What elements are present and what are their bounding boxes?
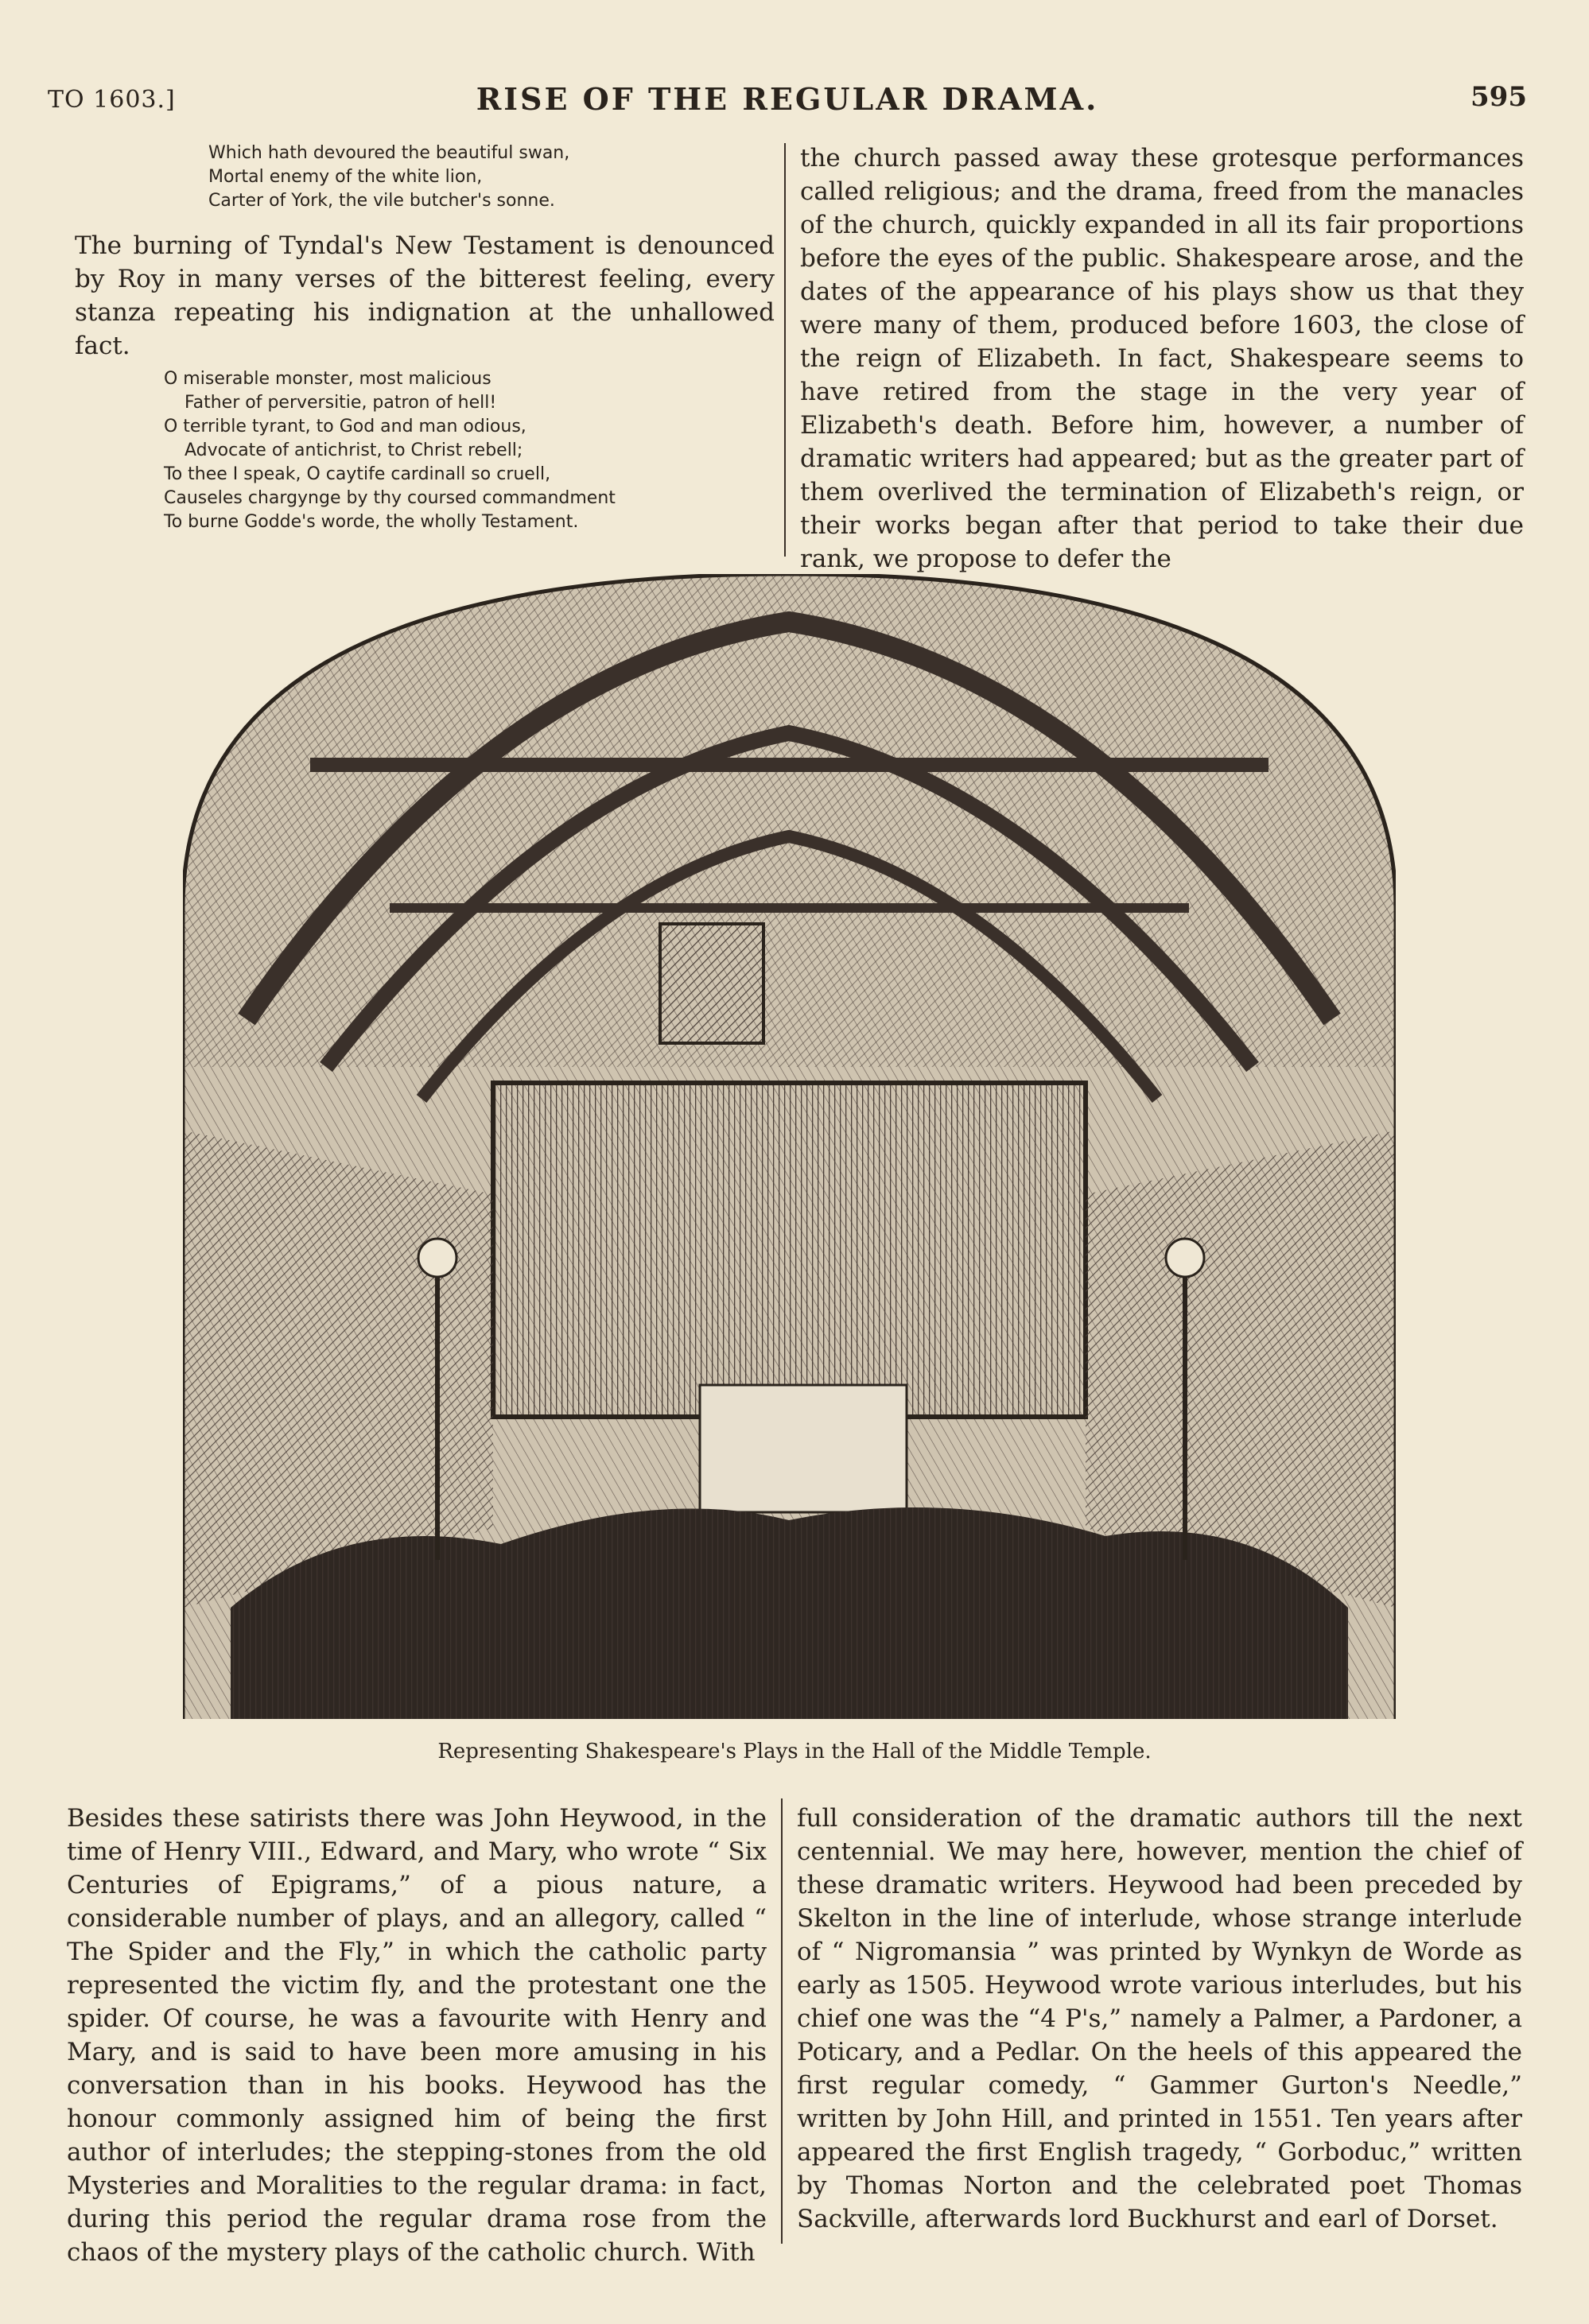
verse-line: To thee I speak, O caytife cardinall so cruell,: [164, 464, 551, 484]
paragraph: the church passed away these grotesque performances called religious; and the drama, freed from the manacles of the church, quickly expanded in all its fair proportions before the eyes of the public. Shakespeare arose, and the dates of the appearance of his plays show us that they were many of them, produced before 1603, the close of the reign of Elizabeth. In fact, Shakespeare seems to have retired from the stage in the very year of Elizabeth's death. Before him, however, a number of dramatic writers had appeared; but as the greater part of them overlived the termination of Elizabeth's reign, or their works began after that period to take their due rank, we propose to defer the: [800, 144, 1524, 573]
verse-line: To burne Godde's worde, the wholly Testament.: [164, 512, 579, 532]
engraving-hall-of-middle-temple: [183, 574, 1396, 1719]
paragraph: full consideration of the dramatic authors till the next centennial. We may here, however, mention the chief of these dramatic writers. Heywood had been preceded by Skelton in the line of interlude, whose strange interlude of “ Nigromansia ” was printed by Wynkyn de Worde as early as 1505. Heywood wrote various interludes, but his chief one was the “4 P's,” namely a Palmer, a Pardoner, a Poticary, and a Pedlar. On the heels of this appeared the first regular comedy, “ Gammer Gurton's Needle,” written by John Hill, and printed in 1551. Ten years after appeared the first English tragedy, “ Gorboduc,” written by Thomas Norton and the celebrated poet Thomas Sackville, afterwards lord Buckhurst and earl of Dorset.: [797, 1804, 1522, 2233]
verse-line: Causeles chargynge by thy coursed commandment: [164, 488, 616, 508]
verse-line: O terrible tyrant, to God and man odious,: [164, 417, 526, 436]
column-divider-top: [784, 143, 786, 557]
verse-line: Mortal enemy of the white lion,: [208, 167, 483, 187]
right-column-top: [800, 142, 1524, 576]
paragraph: Besides these satirists there was John Heywood, in the time of Henry VIII., Edward, and Mary, who wrote “ Six Centuries of Epigrams,” of a pious nature, a considerable number of plays, and an allegory, called “ The Spider and the Fly,” in which the catholic party represented the victim fly, and the protestant one the spider. Of course, he was a favourite with Henry and Mary, and is said to have been more amusing in his conversation than in his books. Heywood has the honour commonly assigned him of being the first author of interludes; the stepping-stones from the old Mysteries and Moralities to the regular drama: in fact, during this period the regular drama rose from the chaos of the mystery plays of the catholic church. With: [67, 1804, 767, 2267]
verse-line: Carter of York, the vile butcher's sonne.: [208, 191, 555, 211]
verse-stanza-1: [208, 142, 569, 213]
column-divider-bottom: [781, 1798, 783, 2244]
right-column-bottom: [797, 1802, 1522, 2236]
running-header: [48, 80, 1527, 119]
left-column-top: [75, 229, 775, 363]
verse-line: Father of perversitie, patron of hell!: [185, 393, 497, 413]
header-left: TO 1603.]: [48, 86, 176, 114]
verse-line: O miserable monster, most malicious: [164, 369, 491, 389]
verse-stanza-2: [164, 367, 616, 534]
paragraph: The burning of Tyndal's New Testament is denounced by Roy in many verses of the bitterest feeling, every stanza repeating his indignation at the unhallowed fact.: [75, 231, 775, 360]
figure-caption: Representing Shakespeare's Plays in the Hall of the Middle Temple.: [437, 1740, 1152, 1763]
header-title: RISE OF THE REGULAR DRAMA.: [476, 81, 1099, 117]
verse-line: Advocate of antichrist, to Christ rebell;: [185, 440, 523, 460]
verse-line: Which hath devoured the beautiful swan,: [208, 143, 570, 163]
page-number: 595: [1471, 81, 1527, 113]
left-column-bottom: [67, 1802, 767, 2269]
